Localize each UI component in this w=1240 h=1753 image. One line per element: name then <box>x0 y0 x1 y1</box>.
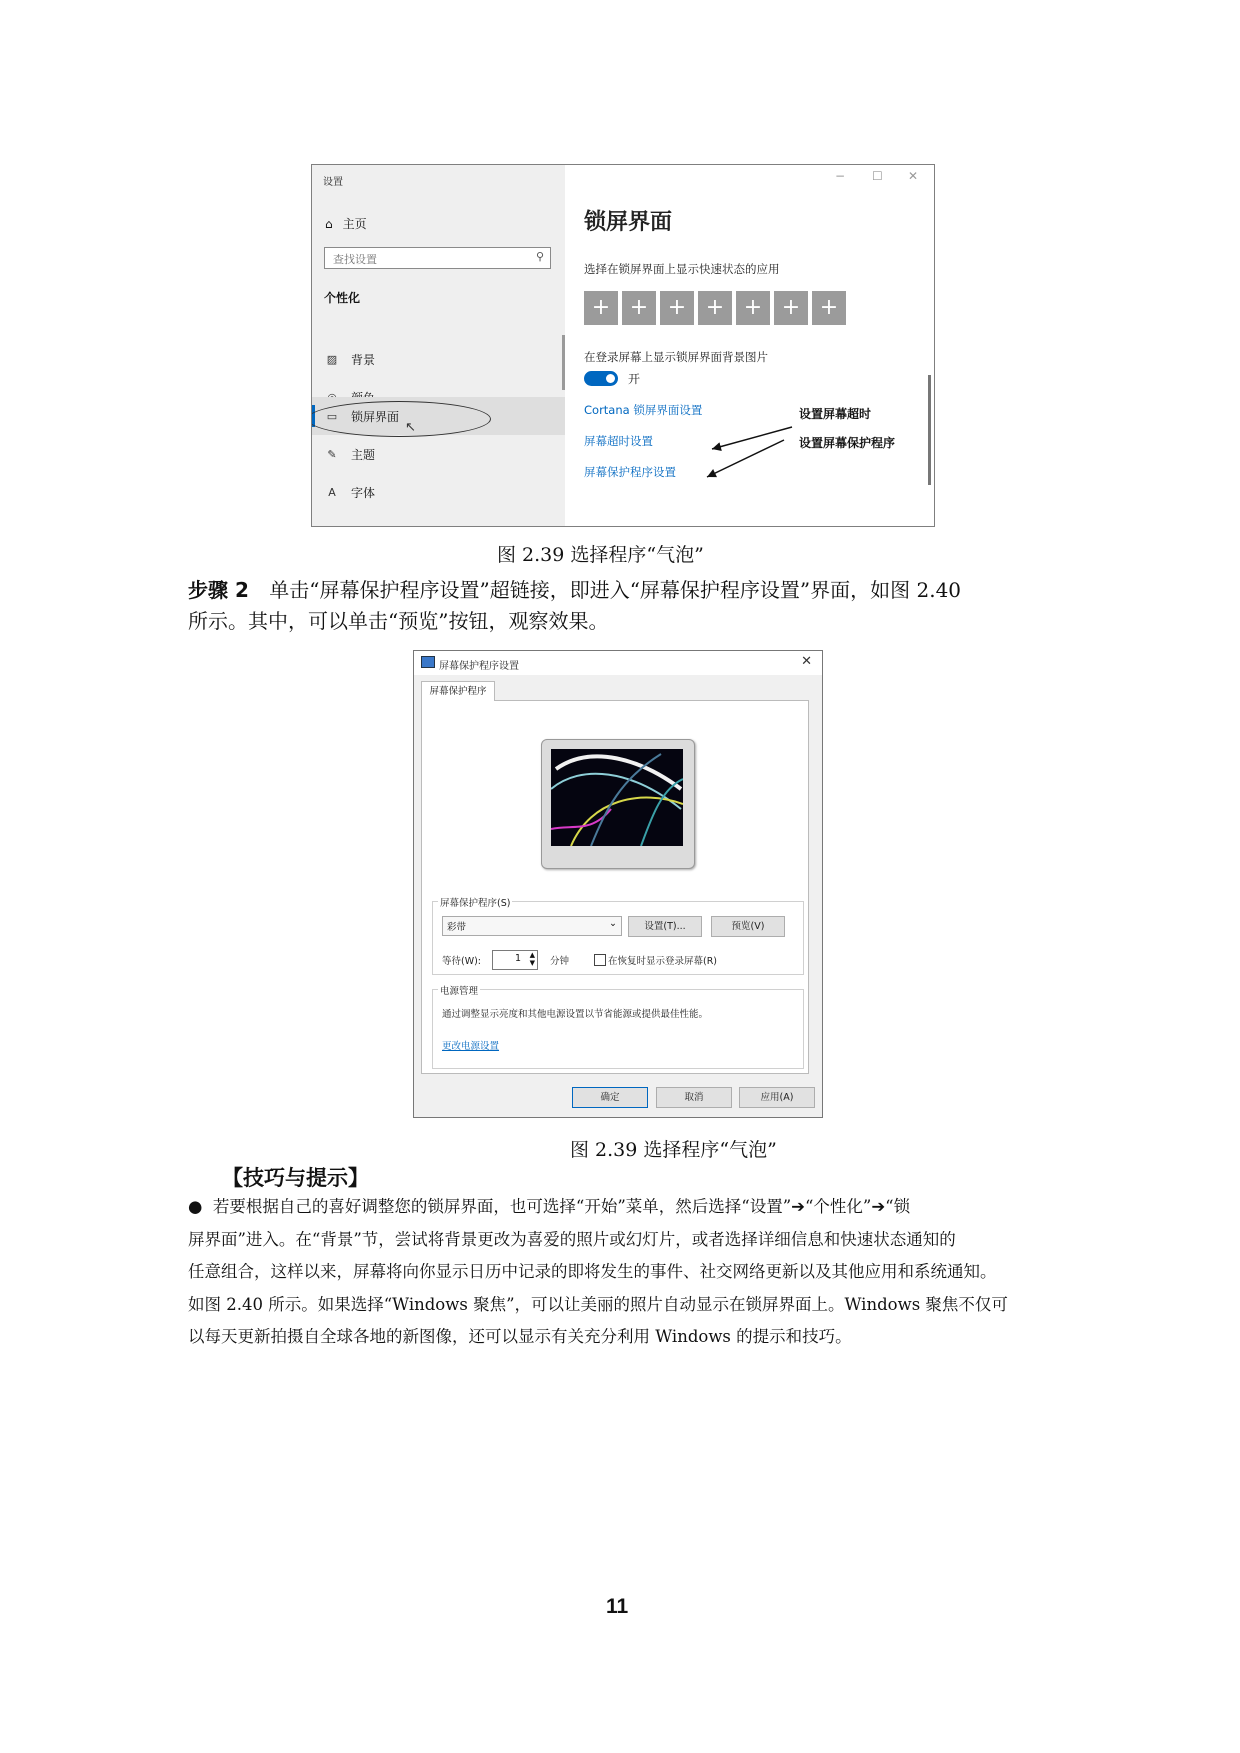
close-icon[interactable]: ✕ <box>908 169 919 183</box>
tab-screen-saver[interactable]: 屏幕保护程序 <box>421 681 495 701</box>
window-title: 设置 <box>323 177 343 188</box>
annotation-screen-timeout: 设置屏幕超时 <box>799 407 872 421</box>
tip-line: 以每天更新拍摄自全球各地的新图像，还可以显示有关充分利用 Windows 的提示和技巧。 <box>188 1327 852 1346</box>
ok-button[interactable]: 确定 <box>572 1087 648 1108</box>
cancel-button[interactable]: 取消 <box>656 1087 732 1108</box>
add-app-button[interactable]: + <box>774 291 808 325</box>
wait-label: 等待(W): <box>442 956 482 967</box>
theme-icon: ✎ <box>327 447 337 461</box>
preview-button[interactable]: 预览(V) <box>711 916 785 937</box>
sidebar-item-label: 字体 <box>351 485 376 500</box>
annotation-screen-saver: 设置屏幕保护程序 <box>799 436 896 450</box>
screen-saver-group-label: 屏幕保护程序(S) <box>438 895 512 909</box>
tips-paragraph <box>188 1191 1058 1354</box>
apply-button[interactable]: 应用(A) <box>739 1087 815 1108</box>
annotation-arrows <box>312 165 934 526</box>
add-app-button[interactable]: + <box>736 291 770 325</box>
tip-line: 任意组合，这样以来，屏幕将向你显示日历中记录的即将发生的事件、社交网络更新以及其他应用和系统通知。 <box>188 1262 997 1281</box>
power-group-label: 电源管理 <box>438 983 480 997</box>
page-title: 锁屏界面 <box>584 210 673 235</box>
step-text: 单击“屏幕保护程序设置”超链接，即进入“屏幕保护程序设置”界面，如图 2.40 <box>269 578 962 602</box>
lock-screen-icon: ▭ <box>326 409 338 423</box>
mouse-cursor-icon: ↖ <box>405 420 416 435</box>
stepper-arrows-icon[interactable]: ▲ ▼ <box>529 951 535 967</box>
step-2-line-2: 所示。其中，可以单击“预览”按钮，观察效果。 <box>188 609 609 633</box>
page-number: 11 <box>606 1595 629 1618</box>
home-icon: ⌂ <box>325 216 333 231</box>
font-icon: A <box>328 485 336 499</box>
wait-value: 1 <box>514 953 521 964</box>
screen-saver-dropdown[interactable] <box>442 916 622 936</box>
search-icon[interactable]: ⚲ <box>535 250 544 263</box>
tip-line-text: 若要根据自己的喜好调整您的锁屏界面，也可选择“开始”菜单，然后选择“设置”➔“个性化”➔“锁 <box>212 1197 911 1216</box>
add-app-button[interactable]: + <box>584 291 618 325</box>
figure-caption-2: 图 2.39 选择程序“气泡” <box>570 1139 777 1161</box>
step-2-line-1 <box>188 574 961 603</box>
add-app-button[interactable]: + <box>660 291 694 325</box>
home-label: 主页 <box>342 217 367 231</box>
maximize-icon[interactable]: ☐ <box>872 169 883 183</box>
toggle-state-label: 开 <box>628 372 641 386</box>
step-label: 步骤 2 <box>188 578 249 602</box>
add-app-button[interactable]: + <box>622 291 656 325</box>
tip-line: 屏界面”进入。在“背景”节，尝试将背景更改为喜爱的照片或幻灯片，或者选择详细信息和快速状态通知的 <box>188 1229 956 1249</box>
settings-button[interactable]: 设置(T)... <box>628 916 702 937</box>
screen-timeout-link[interactable]: 屏幕超时设置 <box>584 434 653 448</box>
picture-icon: ▨ <box>326 352 338 366</box>
sidebar-item-label: 背景 <box>351 352 376 367</box>
cortana-lock-screen-link[interactable]: Cortana 锁屏界面设置 <box>584 403 703 417</box>
change-power-settings-link[interactable]: 更改电源设置 <box>442 1041 500 1052</box>
dialog-title: 屏幕保护程序设置 <box>439 661 519 672</box>
close-icon[interactable]: ✕ <box>801 654 812 669</box>
content-scrollbar[interactable] <box>928 375 931 485</box>
wait-minutes-stepper[interactable] <box>492 950 538 970</box>
power-description: 通过调整显示亮度和其他电源设置以节省能源或提供最佳性能。 <box>442 1009 709 1020</box>
login-background-label: 在登录屏幕上显示锁屏界面背景图片 <box>584 350 768 364</box>
minimize-icon[interactable]: − <box>835 169 846 183</box>
quick-status-label: 选择在锁屏界面上显示快速状态的应用 <box>584 262 780 276</box>
figure-caption-1: 图 2.39 选择程序“气泡” <box>497 544 704 566</box>
tip-line: 如图 2.40 所示。如果选择“Windows 聚焦”，可以让美丽的照片自动显示在锁屏界面上。Windows 聚焦不仅可 <box>188 1294 1008 1314</box>
wait-unit: 分钟 <box>550 956 570 967</box>
screen-saver-settings-link[interactable]: 屏幕保护程序设置 <box>584 465 676 479</box>
section-heading: 个性化 <box>324 291 361 305</box>
resume-checkbox[interactable] <box>594 954 606 966</box>
settings-window-screenshot <box>311 164 935 527</box>
ribbons-graphic <box>551 749 683 846</box>
bullet-icon: ● <box>188 1197 203 1216</box>
add-app-button[interactable]: + <box>698 291 732 325</box>
resume-checkbox-label: 在恢复时显示登录屏幕(R) <box>608 956 718 967</box>
sidebar-item-label: 主题 <box>351 447 376 462</box>
chevron-down-icon: ⌄ <box>609 918 617 929</box>
sidebar-item-label: 锁屏界面 <box>351 409 400 424</box>
tips-heading: 【技巧与提示】 <box>222 1166 369 1190</box>
power-management-group <box>432 989 804 1069</box>
add-app-button[interactable]: + <box>812 291 846 325</box>
display-icon <box>421 656 435 668</box>
screen-saver-dialog-screenshot <box>413 650 823 1118</box>
dropdown-value: 彩带 <box>447 922 467 933</box>
tip-line <box>188 1191 1058 1224</box>
screen-saver-preview-image <box>551 749 683 846</box>
